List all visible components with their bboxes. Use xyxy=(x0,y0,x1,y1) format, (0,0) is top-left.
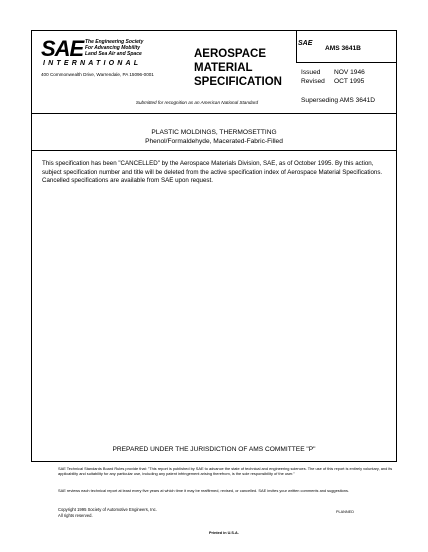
revised-value: OCT 1995 xyxy=(334,78,365,85)
page-frame xyxy=(31,30,397,462)
subject-block xyxy=(31,128,397,146)
submitted-note: Submitted for recognition as an American National Standard xyxy=(135,100,259,105)
technical-standards-note: SAE Technical Standards Board Rules provide that: "This report is published by SAE to advance the state of technical and engineering sciences. The use of this report is entirely voluntary, and its applicability and suitability for any particular use, including any patent infringement arising therefrom, is the sole responsibility of the user." xyxy=(58,466,393,476)
tagline-line: The Engineering Society xyxy=(85,39,144,45)
cancellation-notice: This specification has been "CANCELLED" by the Aerospace Materials Division, SAE, as of October 1995. By this action, subject specification number and title will be deleted from the active specification index of Aerospace Material Specifications. Cancelled specifications are available from SAE upon request. xyxy=(42,160,383,185)
sae-tagline xyxy=(85,39,175,57)
document-number: AMS 3641B xyxy=(325,45,361,52)
issued-value: NOV 1946 xyxy=(334,69,365,76)
sae-international: INTERNATIONAL xyxy=(43,60,142,67)
document-title xyxy=(194,47,290,89)
header-vertical-divider xyxy=(296,30,297,62)
sae-mini-logo: SAE xyxy=(298,40,313,47)
printed-in: Printed in U.S.A. xyxy=(209,531,239,535)
title-line: MATERIAL xyxy=(194,62,253,74)
revised-label: Revised xyxy=(301,78,325,85)
sae-logo-mark: SAE xyxy=(41,36,84,61)
tagline-line: Land Sea Air and Space xyxy=(85,51,142,57)
doc-number-divider xyxy=(296,62,397,63)
reference-code: PLANNED xyxy=(336,510,354,514)
prepared-under-note: PREPARED UNDER THE JURISDICTION OF AMS COMMITTEE "P" xyxy=(112,446,316,453)
issued-row xyxy=(301,69,365,77)
subject-title: PLASTIC MOLDINGS, THERMOSETTING xyxy=(151,129,277,136)
copyright xyxy=(58,507,157,518)
sae-address: 400 Commonwealth Drive, Warrendale, PA 15096-0001 xyxy=(41,72,154,77)
superseding-note: Superseding AMS 3641D xyxy=(301,97,376,104)
header-divider xyxy=(31,113,397,114)
copyright-line: All rights reserved. xyxy=(58,512,93,518)
review-note: SAE reviews each technical report at least every five years at which time it may be reaffirmed, revised, or cancelled. SAE invites your written comments and suggestions. xyxy=(58,488,349,493)
issued-label: Issued xyxy=(301,69,321,76)
title-line: SPECIFICATION xyxy=(194,76,282,88)
tagline-line: For Advancing Mobility xyxy=(85,45,141,51)
title-line: AEROSPACE xyxy=(194,48,266,60)
copyright-line: Copyright 1995 Society of Automotive Engineers, Inc. xyxy=(58,507,157,512)
revised-row xyxy=(301,78,364,86)
sae-logo xyxy=(41,38,186,72)
subject-subtitle: Phenol/Formaldehyde, Macerated-Fabric-Filled xyxy=(145,138,283,145)
subject-divider xyxy=(31,150,397,151)
